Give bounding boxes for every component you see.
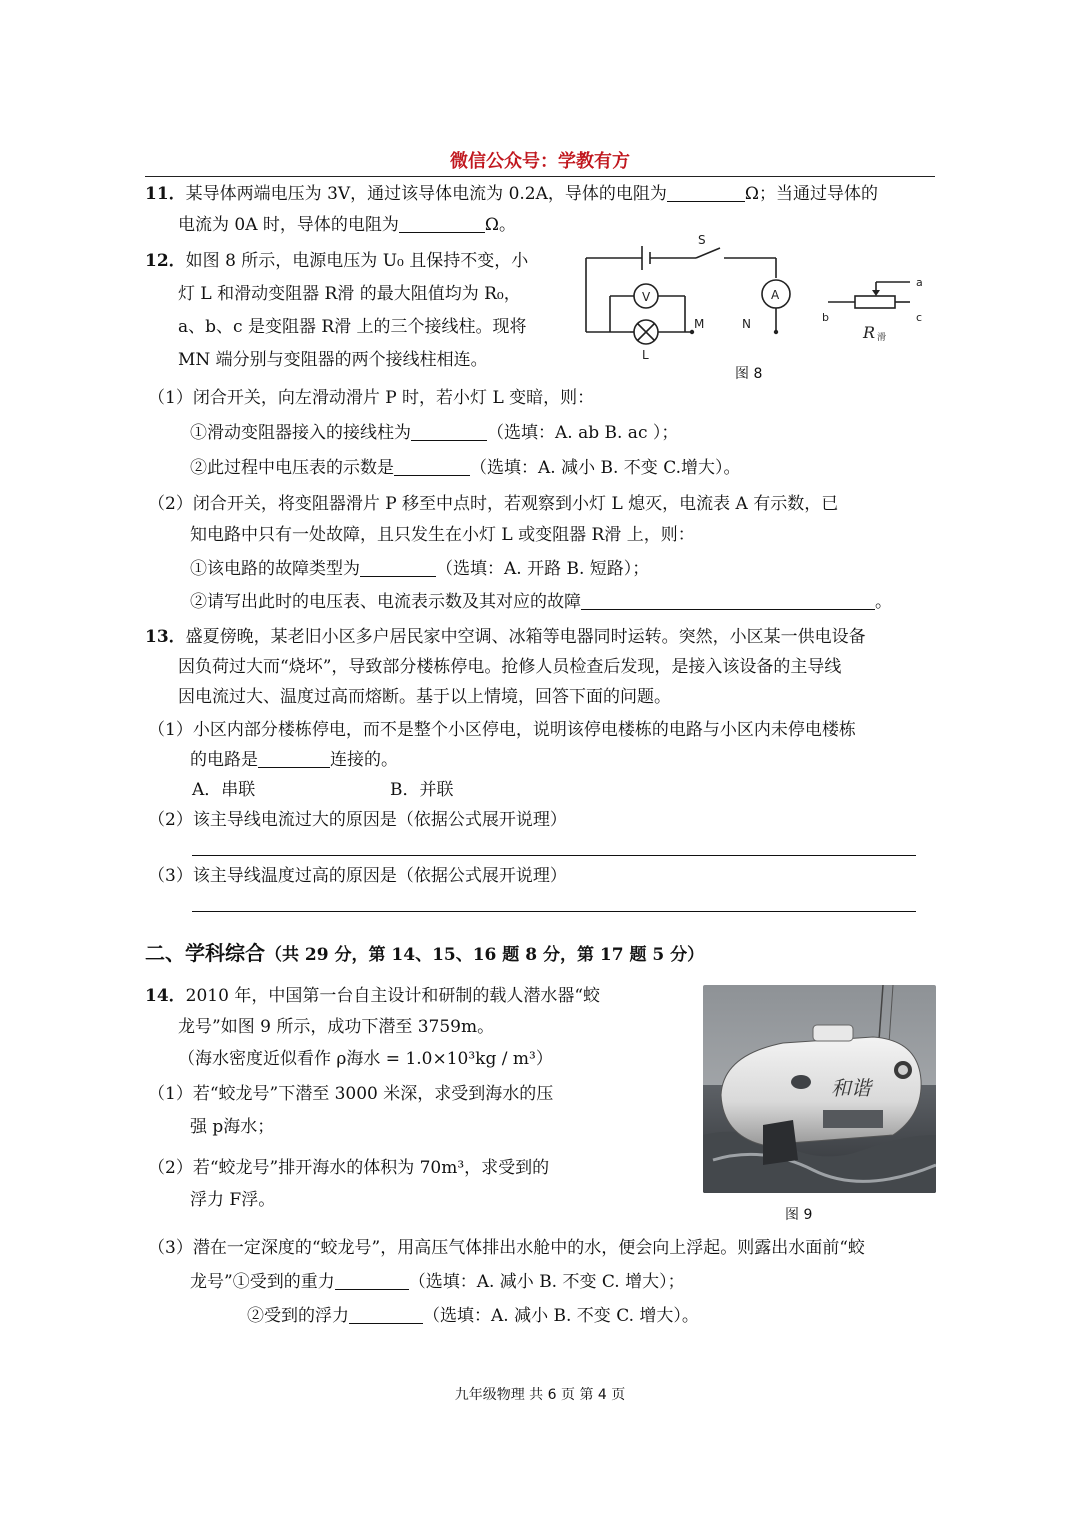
q14-part3-line1: （3）潜在一定深度的“蛟龙号”，用高压气体排出水舱中的水，便会向上浮起。则露出水面前“蛟 [148,1238,865,1258]
q12-text: ①该电路的故障类型为 [190,559,360,579]
label-b: b [822,311,829,324]
question-number: 12． [145,251,186,271]
q12-part2a [190,557,649,581]
question-14-line1 [145,984,600,1008]
option-A[interactable]: A．串联 [192,780,256,800]
label-c: c [916,311,923,324]
q13-text: 盛夏傍晚，某老旧小区多户居民家中空调、冰箱等电器同时运转。突然，小区某一供电设备 [185,627,866,647]
label-N: N [742,317,751,331]
q11-text: 某导体两端电压为 3V，通过该导体电流为 0.2A，导体的电阻为 [185,184,667,204]
answer-blank[interactable] [411,422,487,441]
header-watermark: 微信公众号：学教有方 [450,151,630,172]
q11-text: 电流为 0A 时，导体的电阻为 [178,215,399,235]
q12-text: 如图 8 所示，电源电压为 U₀ 且保持不变，小 [185,251,529,271]
label-M: M [694,317,705,331]
q12-text: MN 端分别与变阻器的两个接线柱相连。 [178,350,488,370]
question-13-line1 [145,625,866,649]
question-number: 13． [145,627,186,647]
q13-text: 连接的。 [330,750,398,770]
page-footer: 九年级物理 共 6 页 第 4 页 [454,1387,626,1403]
q14-text: （选填：A. 减小 B. 不变 C. 增大）； [408,1272,685,1292]
q14-density: （海水密度近似看作 ρ海水 = 1.0×10³kg / m³） [178,1049,553,1069]
q12-text: （选填：A. 减小 B. 不变 C.增大）。 [470,458,741,478]
label-a: a [916,276,923,289]
q12-part2b [190,590,892,614]
question-number: 14． [145,986,186,1006]
q13-text: 的电路是 [190,750,258,770]
q14-part1-line2: 强 p海水； [190,1117,275,1137]
q12-part2-line2: 知电路中只有一处故障，且只发生在小灯 L 或变阻器 R滑 上，则： [190,525,695,545]
q11-text: Ω；当通过导体的 [744,184,878,204]
q12-text: （选填：A. ab B. ac ）； [487,423,679,443]
slider-arrow [872,290,880,296]
answer-blank[interactable] [335,1271,409,1290]
section-2-heading [145,941,704,967]
q12-text: 。 [875,592,892,612]
answer-line[interactable] [192,855,916,856]
label-R-subscript: 滑 [877,333,887,343]
q12-part1: （1）闭合开关，向左滑动滑片 P 时，若小灯 L 变暗，则： [148,388,595,408]
q14-part3-line2 [190,1270,685,1294]
question-12-line1 [145,249,528,273]
q13-part2: （2）该主导线电流过大的原因是（依据公式展开说理） [148,810,567,830]
answer-blank[interactable] [360,558,436,577]
question-11-line2 [178,213,516,237]
header-rule [145,176,935,177]
question-number: 11． [145,184,186,204]
q12-text: （选填：A. 开路 B. 短路）； [436,559,650,579]
q14-part1-line1: （1）若“蛟龙号”下潜至 3000 米深，求受到海水的压 [148,1084,554,1104]
q13-text: 因负荷过大而“烧坏”，导致部分楼栋停电。抢修人员检查后发现，是接入该设备的主导线 [178,657,842,677]
q12-text: ②请写出此时的电压表、电流表示数及其对应的故障 [190,592,581,612]
q14-text: 龙号”如图 9 所示，成功下潜至 3759m。 [178,1017,495,1037]
q14-text: （选填：A. 减小 B. 不变 C. 增大）。 [423,1306,699,1326]
q14-part2-line1: （2）若“蛟龙号”排开海水的体积为 70m³，求受到的 [148,1158,550,1178]
q13-part3: （3）该主导线温度过高的原因是（依据公式展开说理） [148,866,567,886]
answer-blank[interactable] [349,1305,423,1324]
q11-text: Ω。 [484,215,517,235]
q14-part2-line2: 浮力 F浮。 [190,1190,276,1210]
q12-text: a、b、c 是变阻器 R滑 上的三个接线柱。现将 [178,317,527,337]
q12-part1b [190,456,741,480]
label-R: R [863,323,876,342]
q12-part1a [190,421,678,445]
label-S: S [698,233,706,247]
section-title: 二、学科综合 [145,941,265,965]
q14-part3-line3 [247,1304,699,1328]
q13-part1-line2 [190,748,398,772]
figure-9-caption: 图 9 [785,1207,813,1223]
q12-part2-line1: （2）闭合开关，将变阻器滑片 P 移至中点时，若观察到小灯 L 熄灭，电流表 A 有示数，已 [148,494,839,514]
answer-blank[interactable] [667,183,745,202]
q14-text: ②受到的浮力 [247,1306,349,1326]
q13-text: 因电流过大、温度过高而熔断。基于以上情境，回答下面的问题。 [178,687,671,707]
question-11-line1 [145,182,878,206]
figure-8-caption: 图 8 [735,366,763,382]
answer-blank[interactable] [399,214,485,233]
label-A: A [771,288,780,302]
answer-line[interactable] [192,911,916,912]
option-B[interactable]: B．并联 [390,780,454,800]
submersible-photo [703,985,936,1193]
label-V: V [642,290,651,304]
label-L: L [642,348,649,362]
answer-blank[interactable] [394,457,470,476]
answer-blank[interactable] [258,749,330,768]
section-note: （共 29 分，第 14、15、16 题 8 分，第 17 题 5 分） [265,945,705,965]
q14-text: 龙号”①受到的重力 [190,1272,335,1292]
q12-text: ①滑动变阻器接入的接线柱为 [190,423,411,443]
q12-text: 灯 L 和滑动变阻器 R滑 的最大阻值均为 R₀， [178,284,521,304]
answer-blank[interactable] [581,591,875,610]
q12-text: ②此过程中电压表的示数是 [190,458,394,478]
q13-part1-line1: （1）小区内部分楼栋停电，而不是整个小区停电，说明该停电楼栋的电路与小区内未停电楼栋 [148,720,856,740]
hull-lettering: 和谐 [831,1076,871,1100]
jiaolong-submersible-image [703,985,936,1193]
q14-text: 2010 年，中国第一台自主设计和研制的载人潜水器“蛟 [185,986,601,1006]
